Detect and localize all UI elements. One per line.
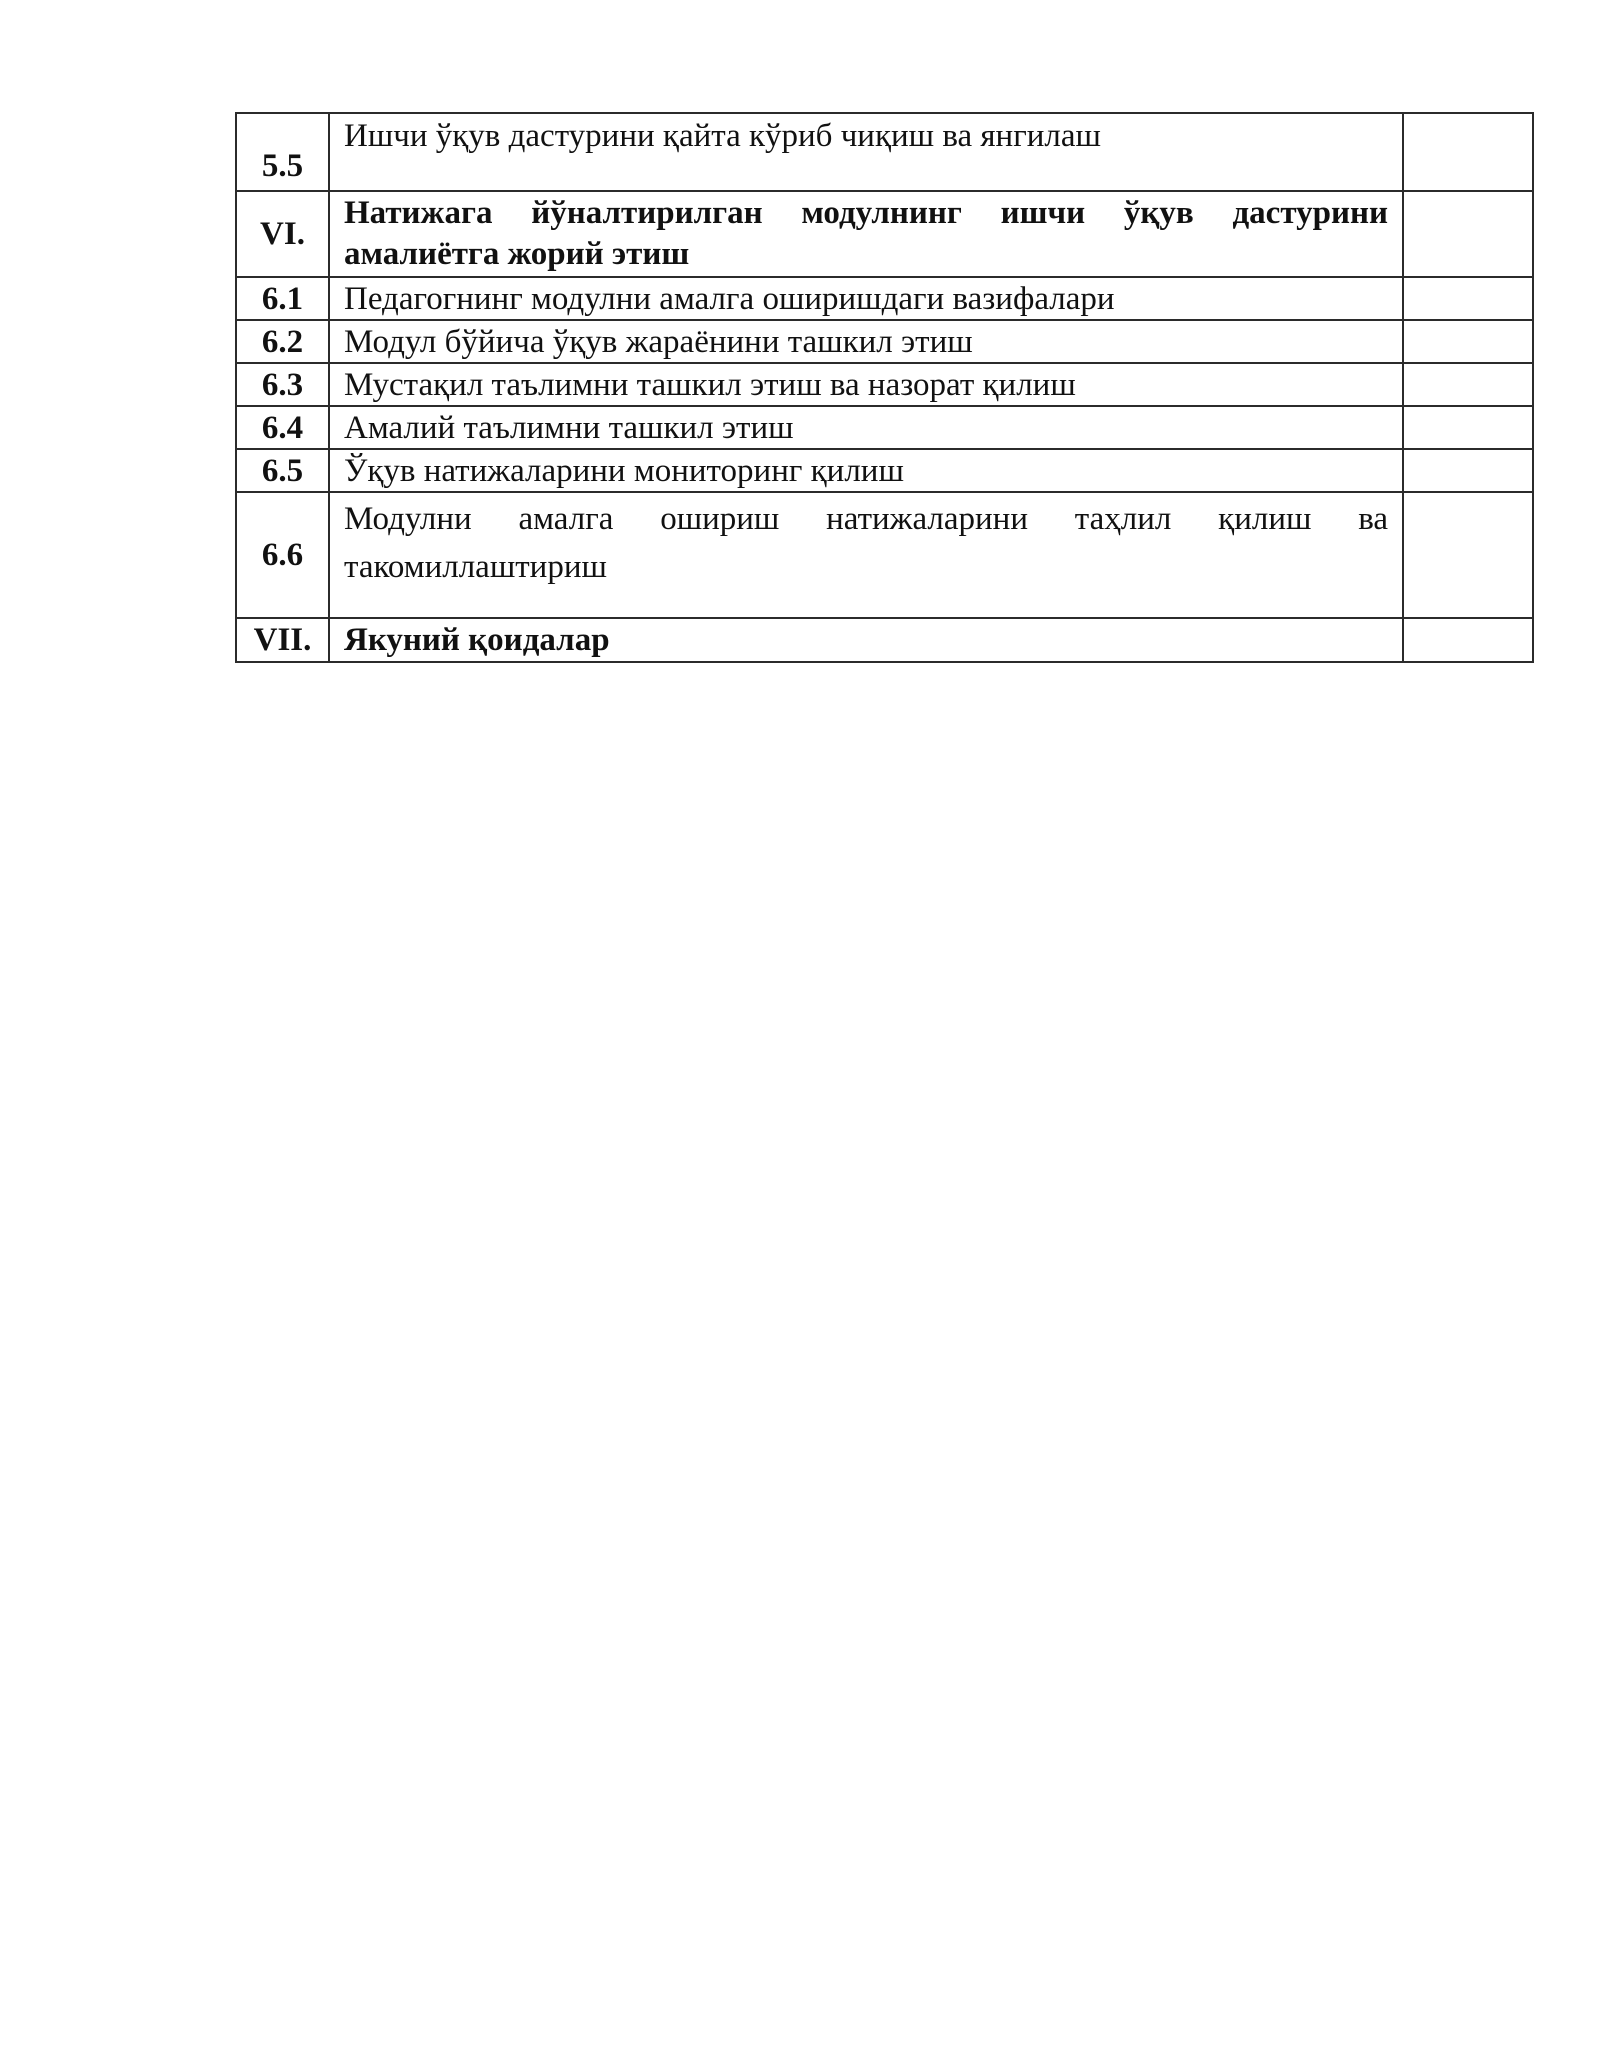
section-number: 5.5	[236, 113, 329, 191]
page-number-cell	[1403, 618, 1533, 662]
section-number: 6.6	[236, 492, 329, 618]
page-number-cell	[1403, 320, 1533, 363]
section-title: Ишчи ўқув дастурини қайта кўриб чиқиш ва янгилаш	[329, 113, 1403, 191]
section-title: Модулни амалга ошириш натижаларини таҳлил қилиш ва такомиллаштириш	[329, 492, 1403, 618]
section-number: 6.2	[236, 320, 329, 363]
page-number-cell	[1403, 406, 1533, 449]
section-title: Натижага йўналтирилган модулнинг ишчи ўқув дастурини амалиётга жорий этиш	[329, 191, 1403, 277]
table-row	[236, 277, 1533, 320]
page-number-cell	[1403, 363, 1533, 406]
section-title: Якуний қоидалар	[329, 618, 1403, 662]
contents-table	[235, 112, 1534, 663]
table-row	[236, 113, 1533, 191]
table-row	[236, 618, 1533, 662]
table-row	[236, 492, 1533, 618]
page-number-cell	[1403, 277, 1533, 320]
section-number: 6.4	[236, 406, 329, 449]
section-title: Ўқув натижаларини мониторинг қилиш	[329, 449, 1403, 492]
section-number: 6.1	[236, 277, 329, 320]
section-title: Педагогнинг модулни амалга оширишдаги вазифалари	[329, 277, 1403, 320]
section-number: 6.3	[236, 363, 329, 406]
page-number-cell	[1403, 449, 1533, 492]
table-row	[236, 191, 1533, 277]
section-number: VI.	[236, 191, 329, 277]
table-row	[236, 363, 1533, 406]
section-title: Модул бўйича ўқув жараёнини ташкил этиш	[329, 320, 1403, 363]
table-row	[236, 406, 1533, 449]
section-title: Мустақил таълимни ташкил этиш ва назорат қилиш	[329, 363, 1403, 406]
page-number-cell	[1403, 492, 1533, 618]
section-number: 6.5	[236, 449, 329, 492]
page-number-cell	[1403, 113, 1533, 191]
table-row	[236, 449, 1533, 492]
section-number: VII.	[236, 618, 329, 662]
table-row	[236, 320, 1533, 363]
section-title: Амалий таълимни ташкил этиш	[329, 406, 1403, 449]
page-number-cell	[1403, 191, 1533, 277]
